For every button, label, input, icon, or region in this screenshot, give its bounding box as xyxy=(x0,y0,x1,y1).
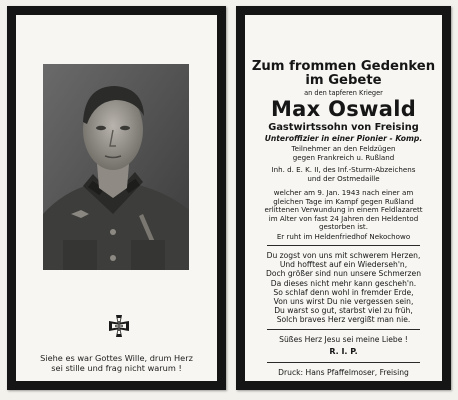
award-line-1: Inh. d. E. K. II, des Inf.-Sturm-Abzeichens xyxy=(271,165,416,174)
death-line-3: erlittenen Verwundung in einem Feldlazarett xyxy=(264,205,423,214)
burial-text: Er ruht im Heldenfriedhof Nekochowo xyxy=(276,232,411,241)
poem-line-7: Du warst so gut, starbst viel zu früh, xyxy=(274,306,413,316)
award-line-2: und der Ostmedaille xyxy=(307,173,380,183)
quote-line-2: sei stille und frag nicht warum ! xyxy=(51,363,182,373)
poem-line-3: Doch größer sind nun unsere Schmerzen xyxy=(265,269,422,279)
memorial-quote xyxy=(16,353,217,373)
campaign-line-2: gegen Frankreich u. Rußland xyxy=(292,152,395,162)
prayer-text: Süßes Herz Jesu sei meine Liebe ! xyxy=(279,335,408,344)
deceased-name: Max Oswald xyxy=(270,97,417,121)
poem-line-6: Von uns wirst Du nie vergessen sein, xyxy=(273,297,414,306)
death-line-5: gestorben ist. xyxy=(319,222,368,231)
origin-text: Gastwirtssohn von Freising xyxy=(268,122,419,133)
campaign-line-1: Teilnehmer an den Feldzügen xyxy=(291,144,396,153)
poem-line-2: Und hofftest auf ein Wiederseh'n, xyxy=(279,260,408,270)
quote-line-1: Siehe es war Gottes Wille, drum Herz xyxy=(40,353,193,363)
divider-top xyxy=(267,245,420,246)
poem-line-1: Du zogst von uns mit schwerem Herzen, xyxy=(266,251,421,260)
portrait-image xyxy=(43,64,189,270)
divider-middle xyxy=(267,329,420,330)
left-card xyxy=(7,6,226,390)
rank-text: Unteroffizier in einer Pionier - Komp. xyxy=(264,134,423,143)
heading-line-2: im Gebete xyxy=(305,73,382,88)
printer-credit: Druck: Hans Pfaffelmoser, Freising xyxy=(278,368,409,377)
heading-line-1: Zum frommen Gedenken xyxy=(251,59,436,74)
divider-bottom xyxy=(267,362,420,363)
poem-line-4: Da dieses nicht mehr kann gescheh'n. xyxy=(270,278,417,288)
intro-text: an den tapferen Krieger xyxy=(304,89,383,97)
death-line-1: welcher am 9. Jan. 1943 nach einer am xyxy=(273,188,414,197)
soldier-portrait-photo xyxy=(43,64,189,270)
iron-cross-icon xyxy=(107,314,131,338)
death-line-2: gleichen Tage im Kampf gegen Rußland xyxy=(273,196,414,206)
rip-text: R. I. P. xyxy=(329,347,358,356)
poem-line-8: Solch braves Herz vergißt man nie. xyxy=(276,315,411,325)
poem-line-5: So schlaf denn wohl in fremder Erde, xyxy=(273,287,414,297)
right-card xyxy=(236,6,451,390)
death-line-4: im Alter von fast 24 Jahren den Heldentod xyxy=(268,213,419,223)
